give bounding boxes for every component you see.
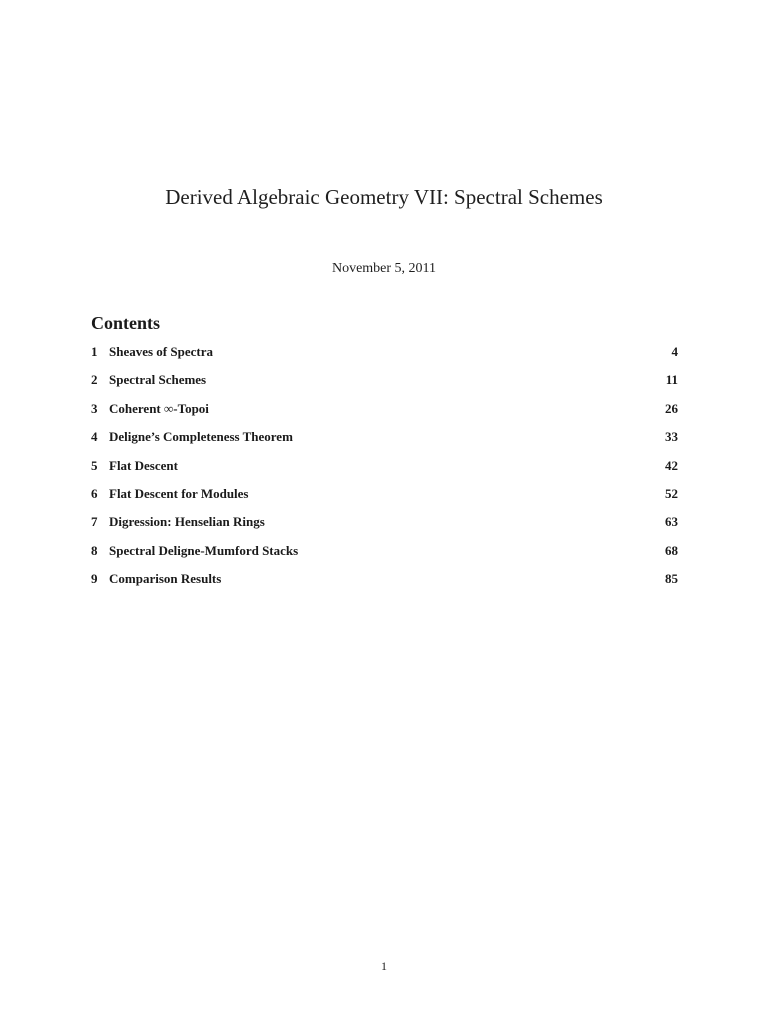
toc-entry[interactable] bbox=[91, 401, 678, 429]
toc-entry-number: 2 bbox=[91, 372, 98, 388]
toc-entry-number: 6 bbox=[91, 485, 98, 501]
toc-entry-title: Sheaves of Spectra bbox=[109, 344, 213, 359]
toc-entry-title: Coherent ∞-Topoi bbox=[109, 400, 209, 416]
toc-entry[interactable] bbox=[91, 514, 678, 542]
toc-entry[interactable] bbox=[91, 344, 678, 372]
toc-entry-number: 7 bbox=[91, 514, 98, 530]
toc-entry-page: 63 bbox=[665, 514, 678, 530]
toc-entry-title: Spectral Schemes bbox=[109, 372, 207, 388]
toc-entry-number: 1 bbox=[91, 344, 98, 359]
toc-entry[interactable] bbox=[91, 571, 678, 599]
toc-entry-page: 33 bbox=[665, 429, 678, 445]
toc-entry-title: Deligne’s Completeness Theorem bbox=[109, 429, 293, 445]
toc-entry-page: 11 bbox=[665, 372, 678, 388]
toc-entry[interactable] bbox=[91, 372, 678, 400]
toc-entry-number: 9 bbox=[91, 571, 98, 587]
toc-entry-page: 26 bbox=[665, 400, 678, 416]
document-title: Derived Algebraic Geometry VII: Spectral Schemes bbox=[165, 185, 603, 209]
toc-entry-title: Spectral Deligne-Mumford Stacks bbox=[109, 542, 299, 558]
toc-entry[interactable] bbox=[91, 543, 678, 571]
document-date: November 5, 2011 bbox=[331, 261, 437, 276]
toc-entry[interactable] bbox=[91, 458, 678, 486]
toc-entry-page: 42 bbox=[665, 457, 678, 473]
toc-entry-number: 5 bbox=[91, 457, 98, 473]
page-number: 1 bbox=[381, 959, 387, 973]
contents-heading: Contents bbox=[91, 313, 161, 333]
toc-entry-number: 4 bbox=[91, 429, 98, 445]
toc-entry-title: Comparison Results bbox=[109, 571, 222, 587]
toc-entry-title: Flat Descent for Modules bbox=[109, 485, 249, 501]
toc-entry[interactable] bbox=[91, 429, 678, 457]
toc-entry-title: Flat Descent bbox=[109, 457, 178, 473]
toc-entry-page: 68 bbox=[665, 542, 678, 558]
toc-entry-page: 85 bbox=[665, 571, 678, 587]
toc-entry-number: 8 bbox=[91, 542, 98, 558]
toc-entry-page: 52 bbox=[665, 485, 678, 501]
toc-entry[interactable] bbox=[91, 486, 678, 514]
toc-entry-number: 3 bbox=[91, 400, 98, 416]
toc-entry-title: Digression: Henselian Rings bbox=[109, 514, 265, 530]
table-of-contents bbox=[91, 344, 678, 600]
toc-entry-page: 4 bbox=[671, 344, 678, 359]
